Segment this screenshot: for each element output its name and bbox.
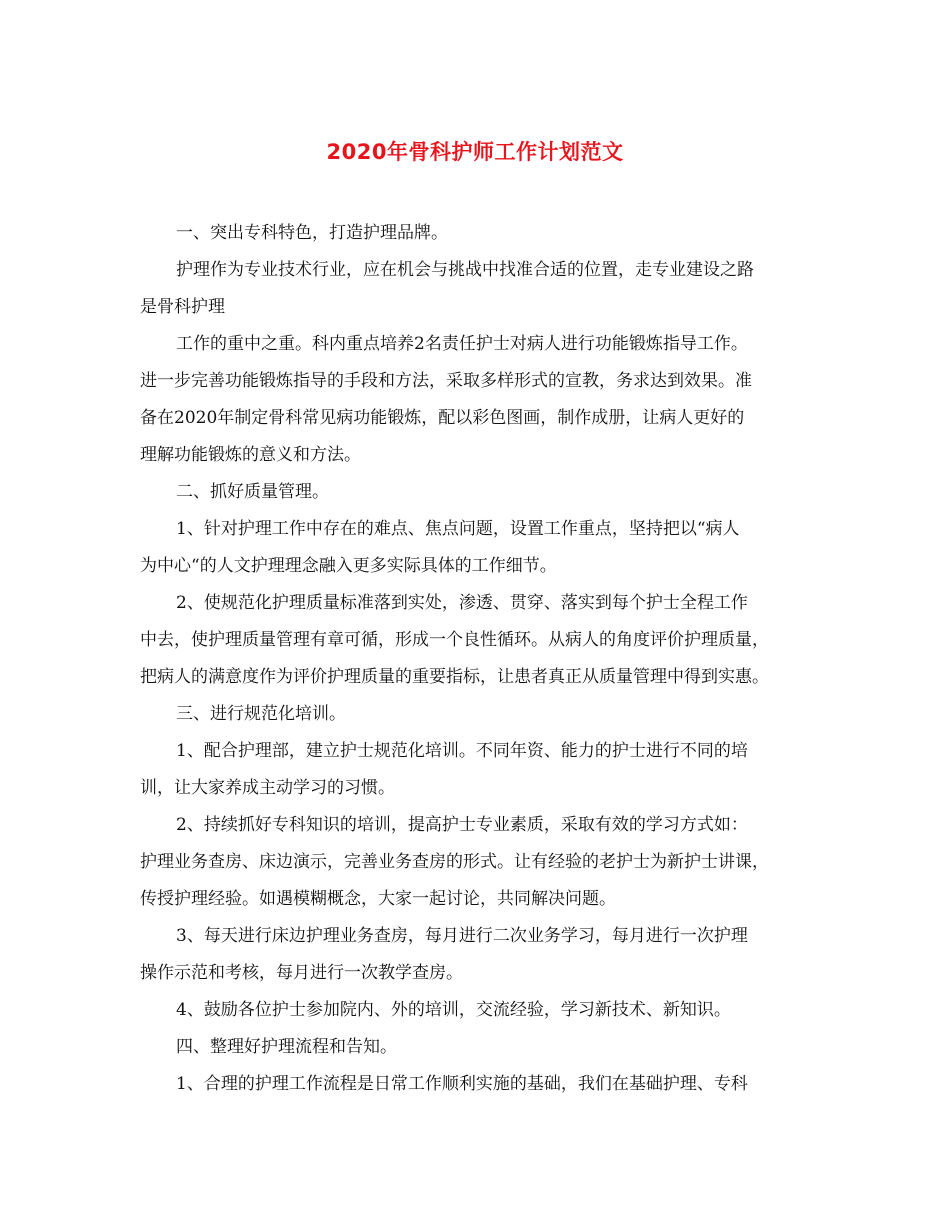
paragraph-line: 2、使规范化护理质量标准落到实处，渗透、贯穿、落实到每个护士全程工作 — [176, 593, 748, 613]
paragraph-line: 1、合理的护理工作流程是日常工作顺利实施的基础，我们在基础护理、专科 — [176, 1074, 748, 1094]
section-heading-2: 二、抓好质量管理。 — [176, 482, 329, 502]
paragraph-line: 3、每天进行床边护理业务查房，每月进行二次业务学习，每月进行一次护理 — [176, 926, 748, 946]
paragraph-line: 1、针对护理工作中存在的难点、焦点问题，设置工作重点，坚持把以“病人 — [176, 519, 740, 539]
section-heading-3: 三、进行规范化培训。 — [176, 704, 346, 724]
document-title: 2020年骨科护师工作计划范文 — [326, 140, 624, 164]
paragraph-line: 2、持续抓好专科知识的培训，提高护士专业素质，采取有效的学习方式如： — [176, 815, 748, 835]
paragraph-line: 为中心“的人文护理理念融入更多实际具体的工作细节。 — [140, 556, 557, 576]
paragraph-line: 进一步完善功能锻炼指导的手段和方法，采取多样形式的宣教，务求达到效果。准 — [140, 371, 752, 391]
paragraph-line: 中去，使护理质量管理有章可循，形成一个良性循环。从病人的角度评价护理质量， — [140, 630, 769, 650]
paragraph-line: 把病人的满意度作为评价护理质量的重要指标，让患者真正从质量管理中得到实惠。 — [140, 667, 769, 687]
paragraph-line: 备在2020年制定骨科常见病功能锻炼，配以彩色图画，制作成册，让病人更好的 — [140, 408, 745, 428]
paragraph-line: 传授护理经验。如遇模糊概念，大家一起讨论，共同解决问题。 — [140, 889, 616, 909]
paragraph-line: 1、配合护理部，建立护士规范化培训。不同年资、能力的护士进行不同的培 — [176, 741, 748, 761]
paragraph-line: 4、鼓励各位护士参加院内、外的培训，交流经验，学习新技术、新知识。 — [176, 1000, 731, 1020]
paragraph-line: 是骨科护理 — [140, 297, 225, 317]
paragraph-line: 护理业务查房、床边演示，完善业务查房的形式。让有经验的老护士为新护士讲课， — [140, 852, 769, 872]
section-heading-4: 四、整理好护理流程和告知。 — [176, 1037, 397, 1057]
section-heading-1: 一、突出专科特色，打造护理品牌。 — [176, 223, 448, 243]
paragraph-line: 理解功能锻炼的意义和方法。 — [140, 445, 361, 465]
paragraph-line: 护理作为专业技术行业，应在机会与挑战中找准合适的位置，走专业建设之路 — [176, 260, 754, 280]
paragraph-line: 训，让大家养成主动学习的习惯。 — [140, 778, 395, 798]
paragraph-line: 工作的重中之重。科内重点培养2名责任护士对病人进行功能锻炼指导工作。 — [176, 334, 748, 354]
paragraph-line: 操作示范和考核，每月进行一次教学查房。 — [140, 963, 463, 983]
